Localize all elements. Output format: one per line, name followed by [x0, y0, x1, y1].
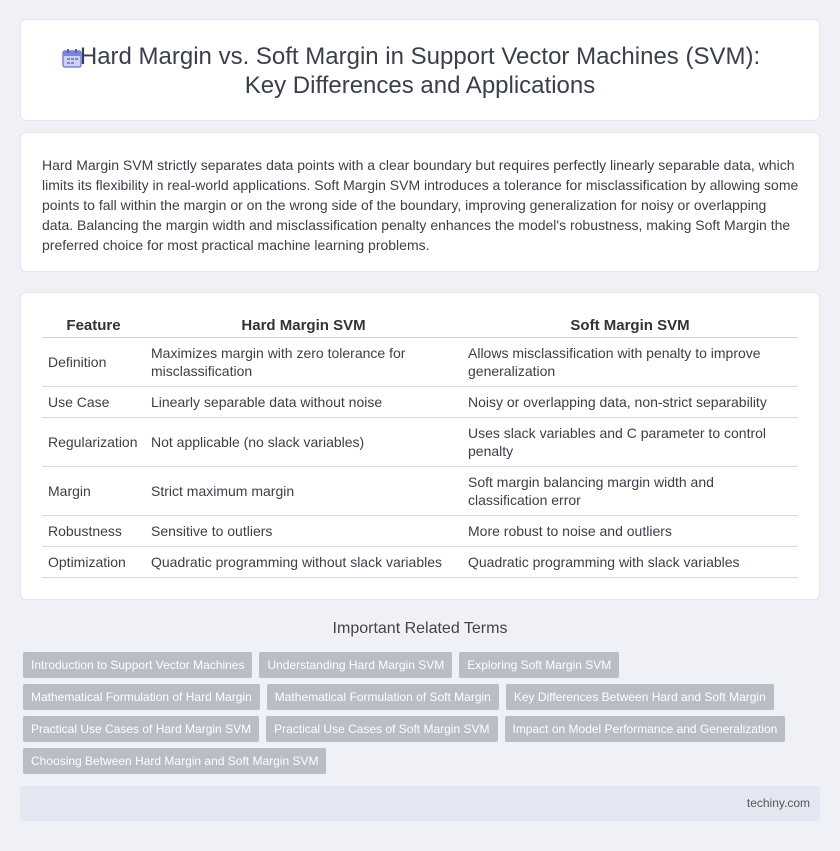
- related-term-tag[interactable]: Impact on Model Performance and Generalization: [505, 716, 786, 742]
- header-hard-margin: Hard Margin SVM: [145, 315, 462, 337]
- title-card: [20, 19, 820, 121]
- related-term-tag[interactable]: Mathematical Formulation of Hard Margin: [23, 684, 260, 710]
- page-title-line2: Key Differences and Applications: [244, 72, 596, 99]
- related-terms-list: [23, 652, 823, 780]
- intro-card: [20, 132, 820, 272]
- soft-margin-cell: Quadratic programming with slack variables: [462, 546, 798, 577]
- soft-margin-cell: Uses slack variables and C parameter to control penalty: [462, 417, 798, 466]
- feature-cell: Definition: [42, 337, 145, 386]
- hard-margin-cell: Not applicable (no slack variables): [145, 417, 462, 466]
- comparison-table: [42, 315, 798, 578]
- feature-cell: Margin: [42, 466, 145, 515]
- table-row: [42, 417, 798, 466]
- feature-cell: Regularization: [42, 417, 145, 466]
- page-title-line1: Hard Margin vs. Soft Margin in Support Vector Machines (SVM):: [79, 43, 761, 70]
- hard-margin-cell: Quadratic programming without slack variables: [145, 546, 462, 577]
- soft-margin-cell: More robust to noise and outliers: [462, 515, 798, 546]
- soft-margin-cell: Noisy or overlapping data, non-strict separability: [462, 386, 798, 417]
- hard-margin-cell: Maximizes margin with zero tolerance for misclassification: [145, 337, 462, 386]
- soft-margin-cell: Allows misclassification with penalty to improve generalization: [462, 337, 798, 386]
- related-term-tag[interactable]: Key Differences Between Hard and Soft Margin: [506, 684, 774, 710]
- related-term-tag[interactable]: Practical Use Cases of Hard Margin SVM: [23, 716, 259, 742]
- intro-paragraph: Hard Margin SVM strictly separates data points with a clear boundary but requires perfectly linearly separable data, which limits its flexibility in real-world applications. Soft Margin SVM introduces a tolerance for misclassification by allowing some points to fall within the margin or on the wrong side of the boundary, improving generalization for noisy or overlapping data. Balancing the margin width and misclassification penalty enhances the model's robustness, making Soft Margin the preferred choice for most practical machine learning problems.: [42, 157, 799, 253]
- footer: [20, 786, 820, 821]
- table-row: [42, 546, 798, 577]
- related-term-tag[interactable]: Mathematical Formulation of Soft Margin: [267, 684, 499, 710]
- table-row: [42, 466, 798, 515]
- related-term-tag[interactable]: Introduction to Support Vector Machines: [23, 652, 252, 678]
- comparison-card: [20, 292, 820, 600]
- footer-brand-link[interactable]: techiny.com: [746, 796, 810, 810]
- related-term-tag[interactable]: Practical Use Cases of Soft Margin SVM: [266, 716, 497, 742]
- hard-margin-cell: Linearly separable data without noise: [145, 386, 462, 417]
- feature-cell: Use Case: [42, 386, 145, 417]
- hard-margin-cell: Sensitive to outliers: [145, 515, 462, 546]
- table-header-row: [42, 315, 798, 337]
- related-term-tag[interactable]: Choosing Between Hard Margin and Soft Margin SVM: [23, 748, 326, 774]
- page-title: [21, 42, 819, 100]
- table-row: [42, 337, 798, 386]
- table-row: [42, 515, 798, 546]
- related-term-tag[interactable]: Exploring Soft Margin SVM: [459, 652, 619, 678]
- related-terms-heading: Important Related Terms: [332, 620, 508, 637]
- feature-cell: Optimization: [42, 546, 145, 577]
- table-row: [42, 386, 798, 417]
- feature-cell: Robustness: [42, 515, 145, 546]
- header-feature: Feature: [42, 315, 145, 337]
- header-soft-margin: Soft Margin SVM: [462, 315, 798, 337]
- related-term-tag[interactable]: Understanding Hard Margin SVM: [259, 652, 452, 678]
- soft-margin-cell: Soft margin balancing margin width and classification error: [462, 466, 798, 515]
- hard-margin-cell: Strict maximum margin: [145, 466, 462, 515]
